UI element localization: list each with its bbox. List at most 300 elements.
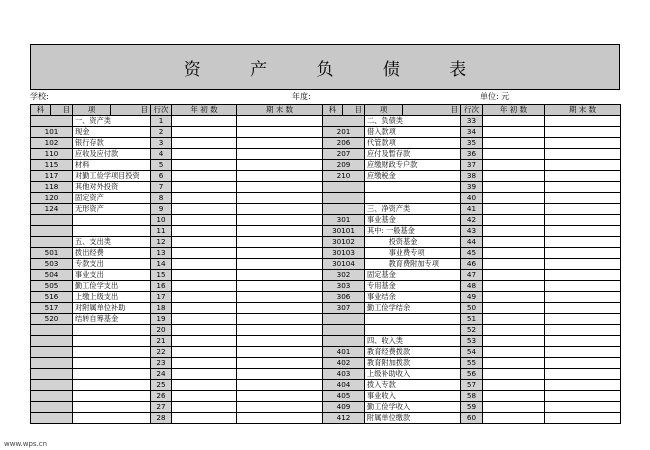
left-begin-cell[interactable]: [172, 325, 237, 336]
right-code-cell: 401: [323, 347, 365, 358]
left-end-cell[interactable]: [237, 248, 323, 259]
left-line-cell: 23: [151, 358, 172, 369]
right-code-cell: 412: [323, 413, 365, 424]
table-row: [31, 215, 621, 226]
table-row: [31, 325, 621, 336]
right-begin-cell[interactable]: [483, 127, 545, 138]
left-begin-cell[interactable]: [172, 413, 237, 424]
left-item-cell: 事业支出: [73, 270, 151, 281]
table-body: [31, 116, 621, 424]
right-begin-cell[interactable]: [483, 204, 545, 215]
left-item-cell: 对附属单位补助: [73, 303, 151, 314]
right-line-cell: 40: [461, 193, 483, 204]
right-item-cell: 三、净资产类: [365, 204, 461, 215]
left-line-cell: 18: [151, 303, 172, 314]
table-row: [31, 259, 621, 270]
left-line-cell: 28: [151, 413, 172, 424]
right-item-cell: 附属单位缴款: [365, 413, 461, 424]
right-line-cell: 47: [461, 270, 483, 281]
right-end-cell[interactable]: [545, 215, 621, 226]
left-item-cell: 五、支出类: [73, 237, 151, 248]
left-begin-cell[interactable]: [172, 160, 237, 171]
left-code-cell: [31, 336, 73, 347]
left-item-cell: 对勤工俭学项目投资: [73, 171, 151, 182]
right-item-cell: 勤工俭学收入: [365, 402, 461, 413]
table-row: [31, 292, 621, 303]
left-code-cell: 117: [31, 171, 73, 182]
right-end-cell[interactable]: [545, 358, 621, 369]
table-row: [31, 347, 621, 358]
left-item-cell: 其他对外投资: [73, 182, 151, 193]
right-end-cell[interactable]: [545, 149, 621, 160]
right-line-cell: 52: [461, 325, 483, 336]
left-line-cell: 3: [151, 138, 172, 149]
left-code-cell: 120: [31, 193, 73, 204]
right-end-cell[interactable]: [545, 182, 621, 193]
left-line-cell: 26: [151, 391, 172, 402]
right-code-cell: 403: [323, 369, 365, 380]
left-begin-cell[interactable]: [172, 171, 237, 182]
header-right-line: 行次: [461, 105, 483, 116]
right-line-cell: 59: [461, 402, 483, 413]
left-begin-cell[interactable]: [172, 402, 237, 413]
right-begin-cell[interactable]: [483, 402, 545, 413]
right-item-cell: [365, 193, 461, 204]
right-code-cell: [323, 336, 365, 347]
right-end-cell[interactable]: [545, 314, 621, 325]
header-right-item-2: 目: [403, 105, 461, 116]
right-end-cell[interactable]: [545, 160, 621, 171]
left-end-cell[interactable]: [237, 182, 323, 193]
left-end-cell[interactable]: [237, 270, 323, 281]
header-right-end: 期 末 数: [545, 105, 621, 116]
unit-label: 单位: 元: [480, 92, 510, 101]
title-band: [30, 44, 620, 90]
left-line-cell: 2: [151, 127, 172, 138]
right-end-cell[interactable]: [545, 193, 621, 204]
right-line-cell: 41: [461, 204, 483, 215]
right-item-cell: 二、负债类: [365, 116, 461, 127]
left-item-cell: [73, 402, 151, 413]
right-code-cell: [323, 182, 365, 193]
header-row: [31, 105, 621, 116]
left-begin-cell[interactable]: [172, 380, 237, 391]
left-end-cell[interactable]: [237, 281, 323, 292]
table-row: [31, 204, 621, 215]
left-line-cell: 21: [151, 336, 172, 347]
left-code-cell: [31, 237, 73, 248]
right-code-cell: 209: [323, 160, 365, 171]
table-row: [31, 127, 621, 138]
right-begin-cell[interactable]: [483, 369, 545, 380]
left-end-cell[interactable]: [237, 138, 323, 149]
table-row: [31, 248, 621, 259]
left-code-cell: [31, 391, 73, 402]
left-end-cell[interactable]: [237, 160, 323, 171]
left-line-cell: 6: [151, 171, 172, 182]
right-code-cell: 301: [323, 215, 365, 226]
right-line-cell: 39: [461, 182, 483, 193]
left-item-cell: [73, 413, 151, 424]
left-code-cell: 124: [31, 204, 73, 215]
left-begin-cell[interactable]: [172, 281, 237, 292]
right-end-cell[interactable]: [545, 292, 621, 303]
right-code-cell: [323, 204, 365, 215]
left-item-cell: 上缴上级支出: [73, 292, 151, 303]
left-line-cell: 15: [151, 270, 172, 281]
table-row: [31, 413, 621, 424]
right-begin-cell[interactable]: [483, 270, 545, 281]
left-begin-cell[interactable]: [172, 270, 237, 281]
left-end-cell[interactable]: [237, 369, 323, 380]
right-end-cell[interactable]: [545, 237, 621, 248]
right-end-cell[interactable]: [545, 325, 621, 336]
right-item-cell: 教育经费拨款: [365, 347, 461, 358]
right-code-cell: 402: [323, 358, 365, 369]
balance-sheet: [30, 44, 620, 424]
left-begin-cell[interactable]: [172, 369, 237, 380]
left-line-cell: 20: [151, 325, 172, 336]
right-line-cell: 35: [461, 138, 483, 149]
right-item-cell: 固定基金: [365, 270, 461, 281]
left-line-cell: 24: [151, 369, 172, 380]
right-end-cell[interactable]: [545, 138, 621, 149]
right-line-cell: 44: [461, 237, 483, 248]
header-right-code-1: 科: [323, 105, 343, 116]
left-begin-cell[interactable]: [172, 226, 237, 237]
right-line-cell: 42: [461, 215, 483, 226]
footer-watermark: www.wps.cn: [4, 440, 48, 448]
left-end-cell[interactable]: [237, 325, 323, 336]
left-line-cell: 5: [151, 160, 172, 171]
left-line-cell: 14: [151, 259, 172, 270]
table-row: [31, 182, 621, 193]
right-begin-cell[interactable]: [483, 314, 545, 325]
right-code-cell: 201: [323, 127, 365, 138]
left-code-cell: [31, 380, 73, 391]
table-row: [31, 303, 621, 314]
right-code-cell: 30104: [323, 259, 365, 270]
right-end-cell[interactable]: [545, 248, 621, 259]
right-code-cell: [323, 325, 365, 336]
left-end-cell[interactable]: [237, 380, 323, 391]
right-item-cell: 其中: 一般基金: [365, 226, 461, 237]
table-row: [31, 160, 621, 171]
table-row: [31, 281, 621, 292]
table-row: [31, 391, 621, 402]
right-item-cell: 代管款项: [365, 138, 461, 149]
right-code-cell: 302: [323, 270, 365, 281]
table-row: [31, 314, 621, 325]
left-begin-cell[interactable]: [172, 138, 237, 149]
left-item-cell: [73, 380, 151, 391]
left-item-cell: 拨出经费: [73, 248, 151, 259]
right-line-cell: 54: [461, 347, 483, 358]
right-item-cell: 应付及暂存款: [365, 149, 461, 160]
right-end-cell[interactable]: [545, 347, 621, 358]
left-end-cell[interactable]: [237, 226, 323, 237]
right-item-cell: 教育附加拨款: [365, 358, 461, 369]
right-line-cell: 49: [461, 292, 483, 303]
right-end-cell[interactable]: [545, 369, 621, 380]
left-item-cell: 专款支出: [73, 259, 151, 270]
right-begin-cell[interactable]: [483, 358, 545, 369]
right-begin-cell[interactable]: [483, 347, 545, 358]
left-code-cell: 504: [31, 270, 73, 281]
left-begin-cell[interactable]: [172, 358, 237, 369]
right-begin-cell[interactable]: [483, 248, 545, 259]
right-begin-cell[interactable]: [483, 160, 545, 171]
right-begin-cell[interactable]: [483, 193, 545, 204]
right-item-cell: 应缴财政专户款: [365, 160, 461, 171]
right-line-cell: 34: [461, 127, 483, 138]
left-item-cell: 一、资产类: [73, 116, 151, 127]
left-end-cell[interactable]: [237, 347, 323, 358]
header-left-begin: 年 初 数: [172, 105, 237, 116]
table-row: [31, 193, 621, 204]
right-item-cell: 专用基金: [365, 281, 461, 292]
left-begin-cell[interactable]: [172, 215, 237, 226]
left-item-cell: 勤工俭学支出: [73, 281, 151, 292]
right-code-cell: [323, 193, 365, 204]
right-begin-cell[interactable]: [483, 149, 545, 160]
left-code-cell: 118: [31, 182, 73, 193]
left-code-cell: 505: [31, 281, 73, 292]
right-item-cell: 勤工俭学结余: [365, 303, 461, 314]
right-item-cell: 教育费附加专项: [365, 259, 461, 270]
left-end-cell[interactable]: [237, 171, 323, 182]
header-left-code-1: 科: [31, 105, 51, 116]
left-begin-cell[interactable]: [172, 336, 237, 347]
left-item-cell: [73, 226, 151, 237]
left-end-cell[interactable]: [237, 149, 323, 160]
left-item-cell: 现金: [73, 127, 151, 138]
table-row: [31, 226, 621, 237]
left-item-cell: [73, 347, 151, 358]
left-begin-cell[interactable]: [172, 149, 237, 160]
header-left-code-2: 目: [51, 105, 73, 116]
table-row: [31, 171, 621, 182]
left-item-cell: [73, 215, 151, 226]
right-line-cell: 58: [461, 391, 483, 402]
right-end-cell[interactable]: [545, 270, 621, 281]
left-end-cell[interactable]: [237, 413, 323, 424]
left-code-cell: [31, 215, 73, 226]
right-item-cell: [365, 314, 461, 325]
left-line-cell: 16: [151, 281, 172, 292]
right-begin-cell[interactable]: [483, 116, 545, 127]
right-line-cell: 51: [461, 314, 483, 325]
left-begin-cell[interactable]: [172, 303, 237, 314]
table-row: [31, 402, 621, 413]
table-row: [31, 149, 621, 160]
table-row: [31, 116, 621, 127]
left-end-cell[interactable]: [237, 402, 323, 413]
right-item-cell: 投资基金: [365, 237, 461, 248]
left-begin-cell[interactable]: [172, 292, 237, 303]
right-code-cell: 30103: [323, 248, 365, 259]
left-end-cell[interactable]: [237, 193, 323, 204]
header-right-begin: 年 初 数: [483, 105, 545, 116]
left-line-cell: 8: [151, 193, 172, 204]
left-item-cell: [73, 336, 151, 347]
left-line-cell: 10: [151, 215, 172, 226]
right-line-cell: 60: [461, 413, 483, 424]
right-end-cell[interactable]: [545, 336, 621, 347]
left-line-cell: 22: [151, 347, 172, 358]
header-left-item-1: 项: [73, 105, 111, 116]
left-begin-cell[interactable]: [172, 127, 237, 138]
left-line-cell: 11: [151, 226, 172, 237]
right-begin-cell[interactable]: [483, 237, 545, 248]
right-end-cell[interactable]: [545, 402, 621, 413]
right-line-cell: 53: [461, 336, 483, 347]
left-item-cell: [73, 358, 151, 369]
right-item-cell: 事业基金: [365, 215, 461, 226]
right-end-cell[interactable]: [545, 391, 621, 402]
left-code-cell: [31, 226, 73, 237]
right-begin-cell[interactable]: [483, 215, 545, 226]
left-line-cell: 9: [151, 204, 172, 215]
table-row: [31, 138, 621, 149]
left-code-cell: [31, 347, 73, 358]
right-code-cell: 206: [323, 138, 365, 149]
left-end-cell[interactable]: [237, 358, 323, 369]
left-begin-cell[interactable]: [172, 259, 237, 270]
right-item-cell: 上级补助收入: [365, 369, 461, 380]
table-row: [31, 270, 621, 281]
right-begin-cell[interactable]: [483, 138, 545, 149]
right-begin-cell[interactable]: [483, 336, 545, 347]
left-line-cell: 17: [151, 292, 172, 303]
left-begin-cell[interactable]: [172, 182, 237, 193]
balance-table: [30, 104, 621, 424]
right-line-cell: 57: [461, 380, 483, 391]
right-code-cell: [323, 116, 365, 127]
right-code-cell: 405: [323, 391, 365, 402]
right-code-cell: 210: [323, 171, 365, 182]
right-end-cell[interactable]: [545, 171, 621, 182]
right-begin-cell[interactable]: [483, 226, 545, 237]
left-end-cell[interactable]: [237, 292, 323, 303]
left-begin-cell[interactable]: [172, 314, 237, 325]
table-row: [31, 369, 621, 380]
right-code-cell: 307: [323, 303, 365, 314]
right-line-cell: 50: [461, 303, 483, 314]
left-code-cell: [31, 369, 73, 380]
left-end-cell[interactable]: [237, 336, 323, 347]
right-item-cell: 拨入专款: [365, 380, 461, 391]
left-line-cell: 12: [151, 237, 172, 248]
right-end-cell[interactable]: [545, 380, 621, 391]
right-begin-cell[interactable]: [483, 259, 545, 270]
right-code-cell: 306: [323, 292, 365, 303]
right-item-cell: 应缴税金: [365, 171, 461, 182]
right-end-cell[interactable]: [545, 281, 621, 292]
right-begin-cell[interactable]: [483, 380, 545, 391]
left-begin-cell[interactable]: [172, 204, 237, 215]
left-begin-cell[interactable]: [172, 193, 237, 204]
left-end-cell[interactable]: [237, 259, 323, 270]
left-end-cell[interactable]: [237, 215, 323, 226]
left-line-cell: 7: [151, 182, 172, 193]
right-line-cell: 36: [461, 149, 483, 160]
right-line-cell: 38: [461, 171, 483, 182]
right-code-cell: 303: [323, 281, 365, 292]
table-row: [31, 336, 621, 347]
right-code-cell: 404: [323, 380, 365, 391]
left-code-cell: 501: [31, 248, 73, 259]
right-line-cell: 45: [461, 248, 483, 259]
right-end-cell[interactable]: [545, 116, 621, 127]
left-item-cell: 结转自筹基金: [73, 314, 151, 325]
left-begin-cell[interactable]: [172, 237, 237, 248]
right-code-cell: [323, 314, 365, 325]
left-begin-cell[interactable]: [172, 391, 237, 402]
right-code-cell: 207: [323, 149, 365, 160]
left-end-cell[interactable]: [237, 391, 323, 402]
school-label: 学校:: [30, 92, 49, 101]
right-item-cell: 四、收入类: [365, 336, 461, 347]
right-begin-cell[interactable]: [483, 292, 545, 303]
left-end-cell[interactable]: [237, 204, 323, 215]
table-row: [31, 358, 621, 369]
left-code-cell: 517: [31, 303, 73, 314]
right-item-cell: 事业收入: [365, 391, 461, 402]
left-code-cell: [31, 402, 73, 413]
right-begin-cell[interactable]: [483, 413, 545, 424]
right-code-cell: 30102: [323, 237, 365, 248]
left-begin-cell[interactable]: [172, 248, 237, 259]
left-code-cell: 101: [31, 127, 73, 138]
left-begin-cell[interactable]: [172, 116, 237, 127]
left-end-cell[interactable]: [237, 314, 323, 325]
right-end-cell[interactable]: [545, 259, 621, 270]
right-item-cell: [365, 182, 461, 193]
header-left-end: 期 末 数: [237, 105, 323, 116]
left-end-cell[interactable]: [237, 116, 323, 127]
right-item-cell: 借入款项: [365, 127, 461, 138]
left-end-cell[interactable]: [237, 303, 323, 314]
left-code-cell: 516: [31, 292, 73, 303]
right-begin-cell[interactable]: [483, 182, 545, 193]
header-right-code-2: 目: [343, 105, 365, 116]
right-item-cell: 事业费专项: [365, 248, 461, 259]
right-begin-cell[interactable]: [483, 325, 545, 336]
right-begin-cell[interactable]: [483, 303, 545, 314]
left-begin-cell[interactable]: [172, 347, 237, 358]
year-label: 年度:: [292, 92, 311, 101]
right-end-cell[interactable]: [545, 127, 621, 138]
right-line-cell: 56: [461, 369, 483, 380]
left-line-cell: 4: [151, 149, 172, 160]
right-begin-cell[interactable]: [483, 281, 545, 292]
left-line-cell: 1: [151, 116, 172, 127]
right-end-cell[interactable]: [545, 204, 621, 215]
right-end-cell[interactable]: [545, 226, 621, 237]
right-code-cell: 30101: [323, 226, 365, 237]
header-left-item-2: 目: [111, 105, 151, 116]
left-end-cell[interactable]: [237, 127, 323, 138]
right-end-cell[interactable]: [545, 303, 621, 314]
right-end-cell[interactable]: [545, 413, 621, 424]
left-item-cell: [73, 391, 151, 402]
left-end-cell[interactable]: [237, 237, 323, 248]
right-begin-cell[interactable]: [483, 171, 545, 182]
left-code-cell: 115: [31, 160, 73, 171]
right-item-cell: [365, 325, 461, 336]
right-begin-cell[interactable]: [483, 391, 545, 402]
